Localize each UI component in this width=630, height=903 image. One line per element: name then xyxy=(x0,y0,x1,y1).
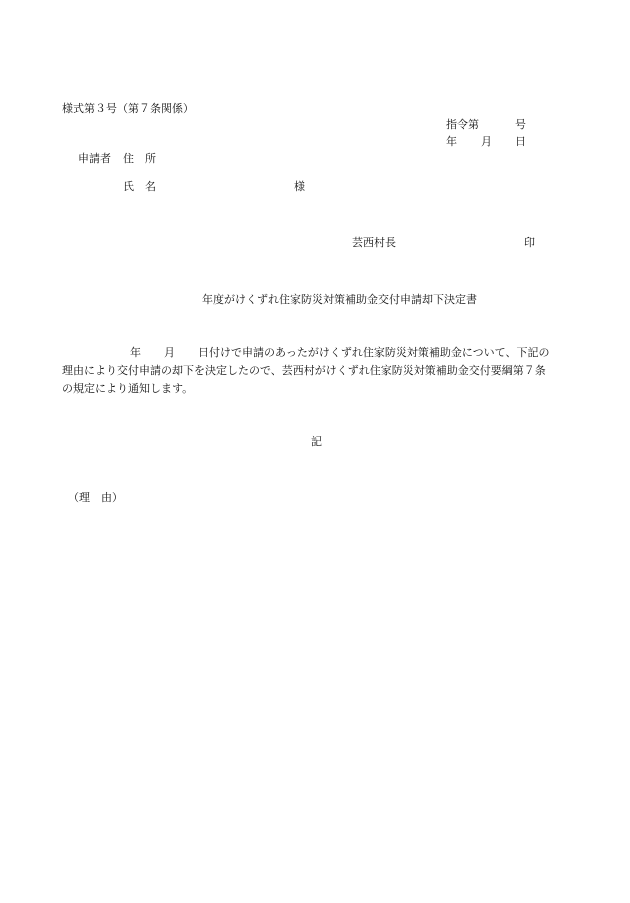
name-label: 氏 名 xyxy=(123,180,156,193)
date-month: 月 xyxy=(481,135,492,148)
document-title: 年度がけくずれ住家防災対策補助金交付申請却下決定書 xyxy=(202,293,477,306)
form-label: 様式第３号（第７条関係） xyxy=(62,102,194,115)
honorific: 様 xyxy=(294,180,305,193)
reason-label: （理 由） xyxy=(68,491,123,504)
date-year: 年 xyxy=(446,135,457,148)
body-year: 年 xyxy=(130,346,141,359)
body-month: 月 xyxy=(164,346,175,359)
seal-mark: 印 xyxy=(524,236,535,249)
notice-line-2: 理由により交付申請の却下を決定したので、芸西村がけくずれ住家防災対策補助金交付要綱第７条 xyxy=(62,364,546,377)
ki-heading: 記 xyxy=(311,435,322,448)
body-line1-rest: 日付けで申請のあったがけくずれ住家防災対策補助金について、下記の xyxy=(198,346,550,359)
directive-suffix: 号 xyxy=(515,118,526,131)
date-day: 日 xyxy=(515,135,526,148)
applicant-label: 申請者 xyxy=(78,152,111,165)
directive-prefix: 指令第 xyxy=(446,118,479,131)
issuer-title: 芸西村長 xyxy=(352,236,396,249)
notice-line-1 xyxy=(62,344,568,362)
address-label: 住 所 xyxy=(123,152,156,165)
notice-line-3: の規定により通知します。 xyxy=(62,382,194,395)
notice-body xyxy=(62,344,568,398)
